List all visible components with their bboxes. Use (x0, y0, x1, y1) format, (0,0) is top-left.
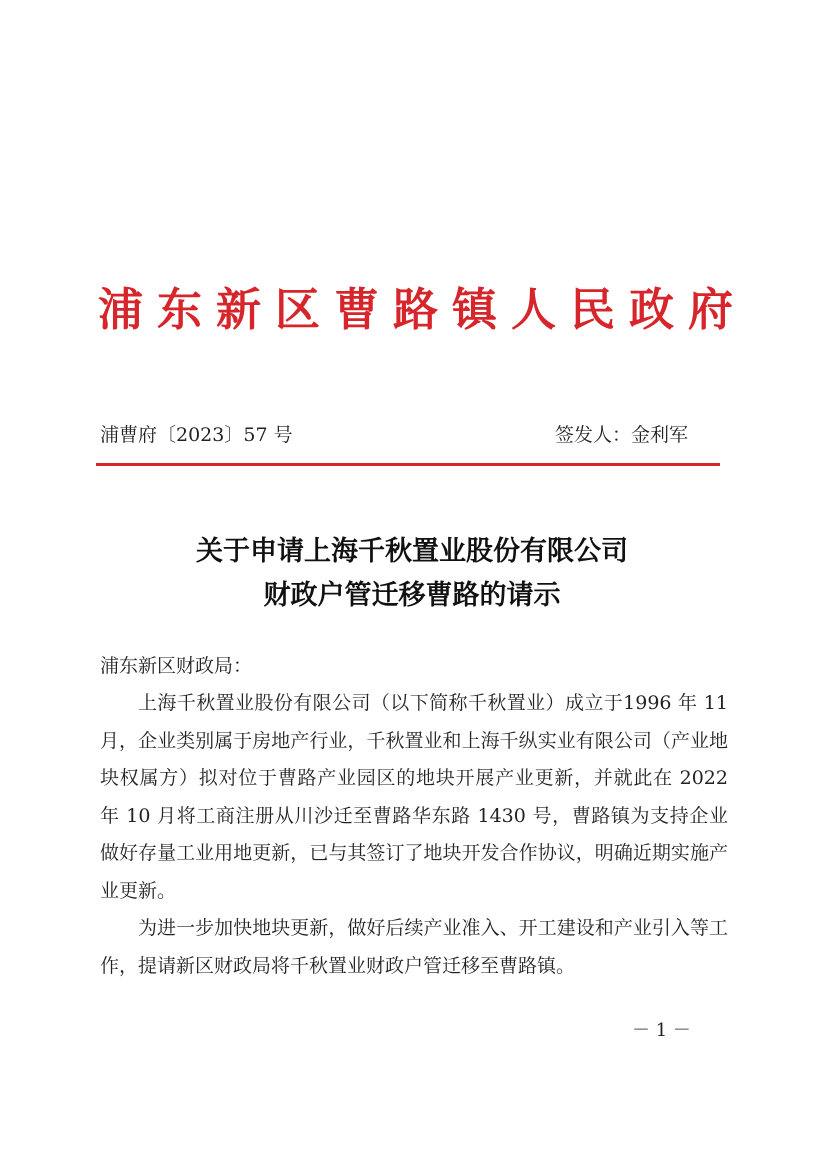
issuing-authority-header: 浦东新区曹路镇人民政府 (98, 283, 748, 336)
document-number: 浦曹府〔2023〕57 号 (100, 424, 293, 446)
signer-block (555, 420, 688, 450)
body-paragraph-1: 上海千秋置业股份有限公司（以下简称千秋置业）成立于1996 年 11 月，企业类别属于房地产行业，千秋置业和上海千纵实业有限公司（产业地块权属方）拟对位于曹路产业园区的地块开展产业更新，并就此在 2022 年 10 月将工商注册从川沙迁至曹路华东路 1430 号，曹路镇为支持企业做好存量工业用地更新，已与其签订了地块开发合作协议，明确近期实施产业更新。 (100, 692, 728, 902)
document-title-line-2: 财政户管迁移曹路的请示 (263, 580, 561, 611)
signer-name: 金利军 (631, 424, 689, 446)
signer-label: 签发人： (555, 424, 632, 446)
header-divider (96, 463, 720, 466)
document-title-line-1: 关于申请上海千秋置业股份有限公司 (196, 536, 628, 567)
addressee: 浦东新区财政局： (100, 655, 253, 677)
body-paragraph-2: 为进一步加快地块更新，做好后续产业准入、开工建设和产业引入等工作，提请新区财政局将千秋置业财政户管迁移至曹路镇。 (100, 917, 728, 977)
document-title (98, 530, 726, 618)
document-body (100, 685, 728, 985)
page-number: － 1 － (632, 1020, 691, 1041)
